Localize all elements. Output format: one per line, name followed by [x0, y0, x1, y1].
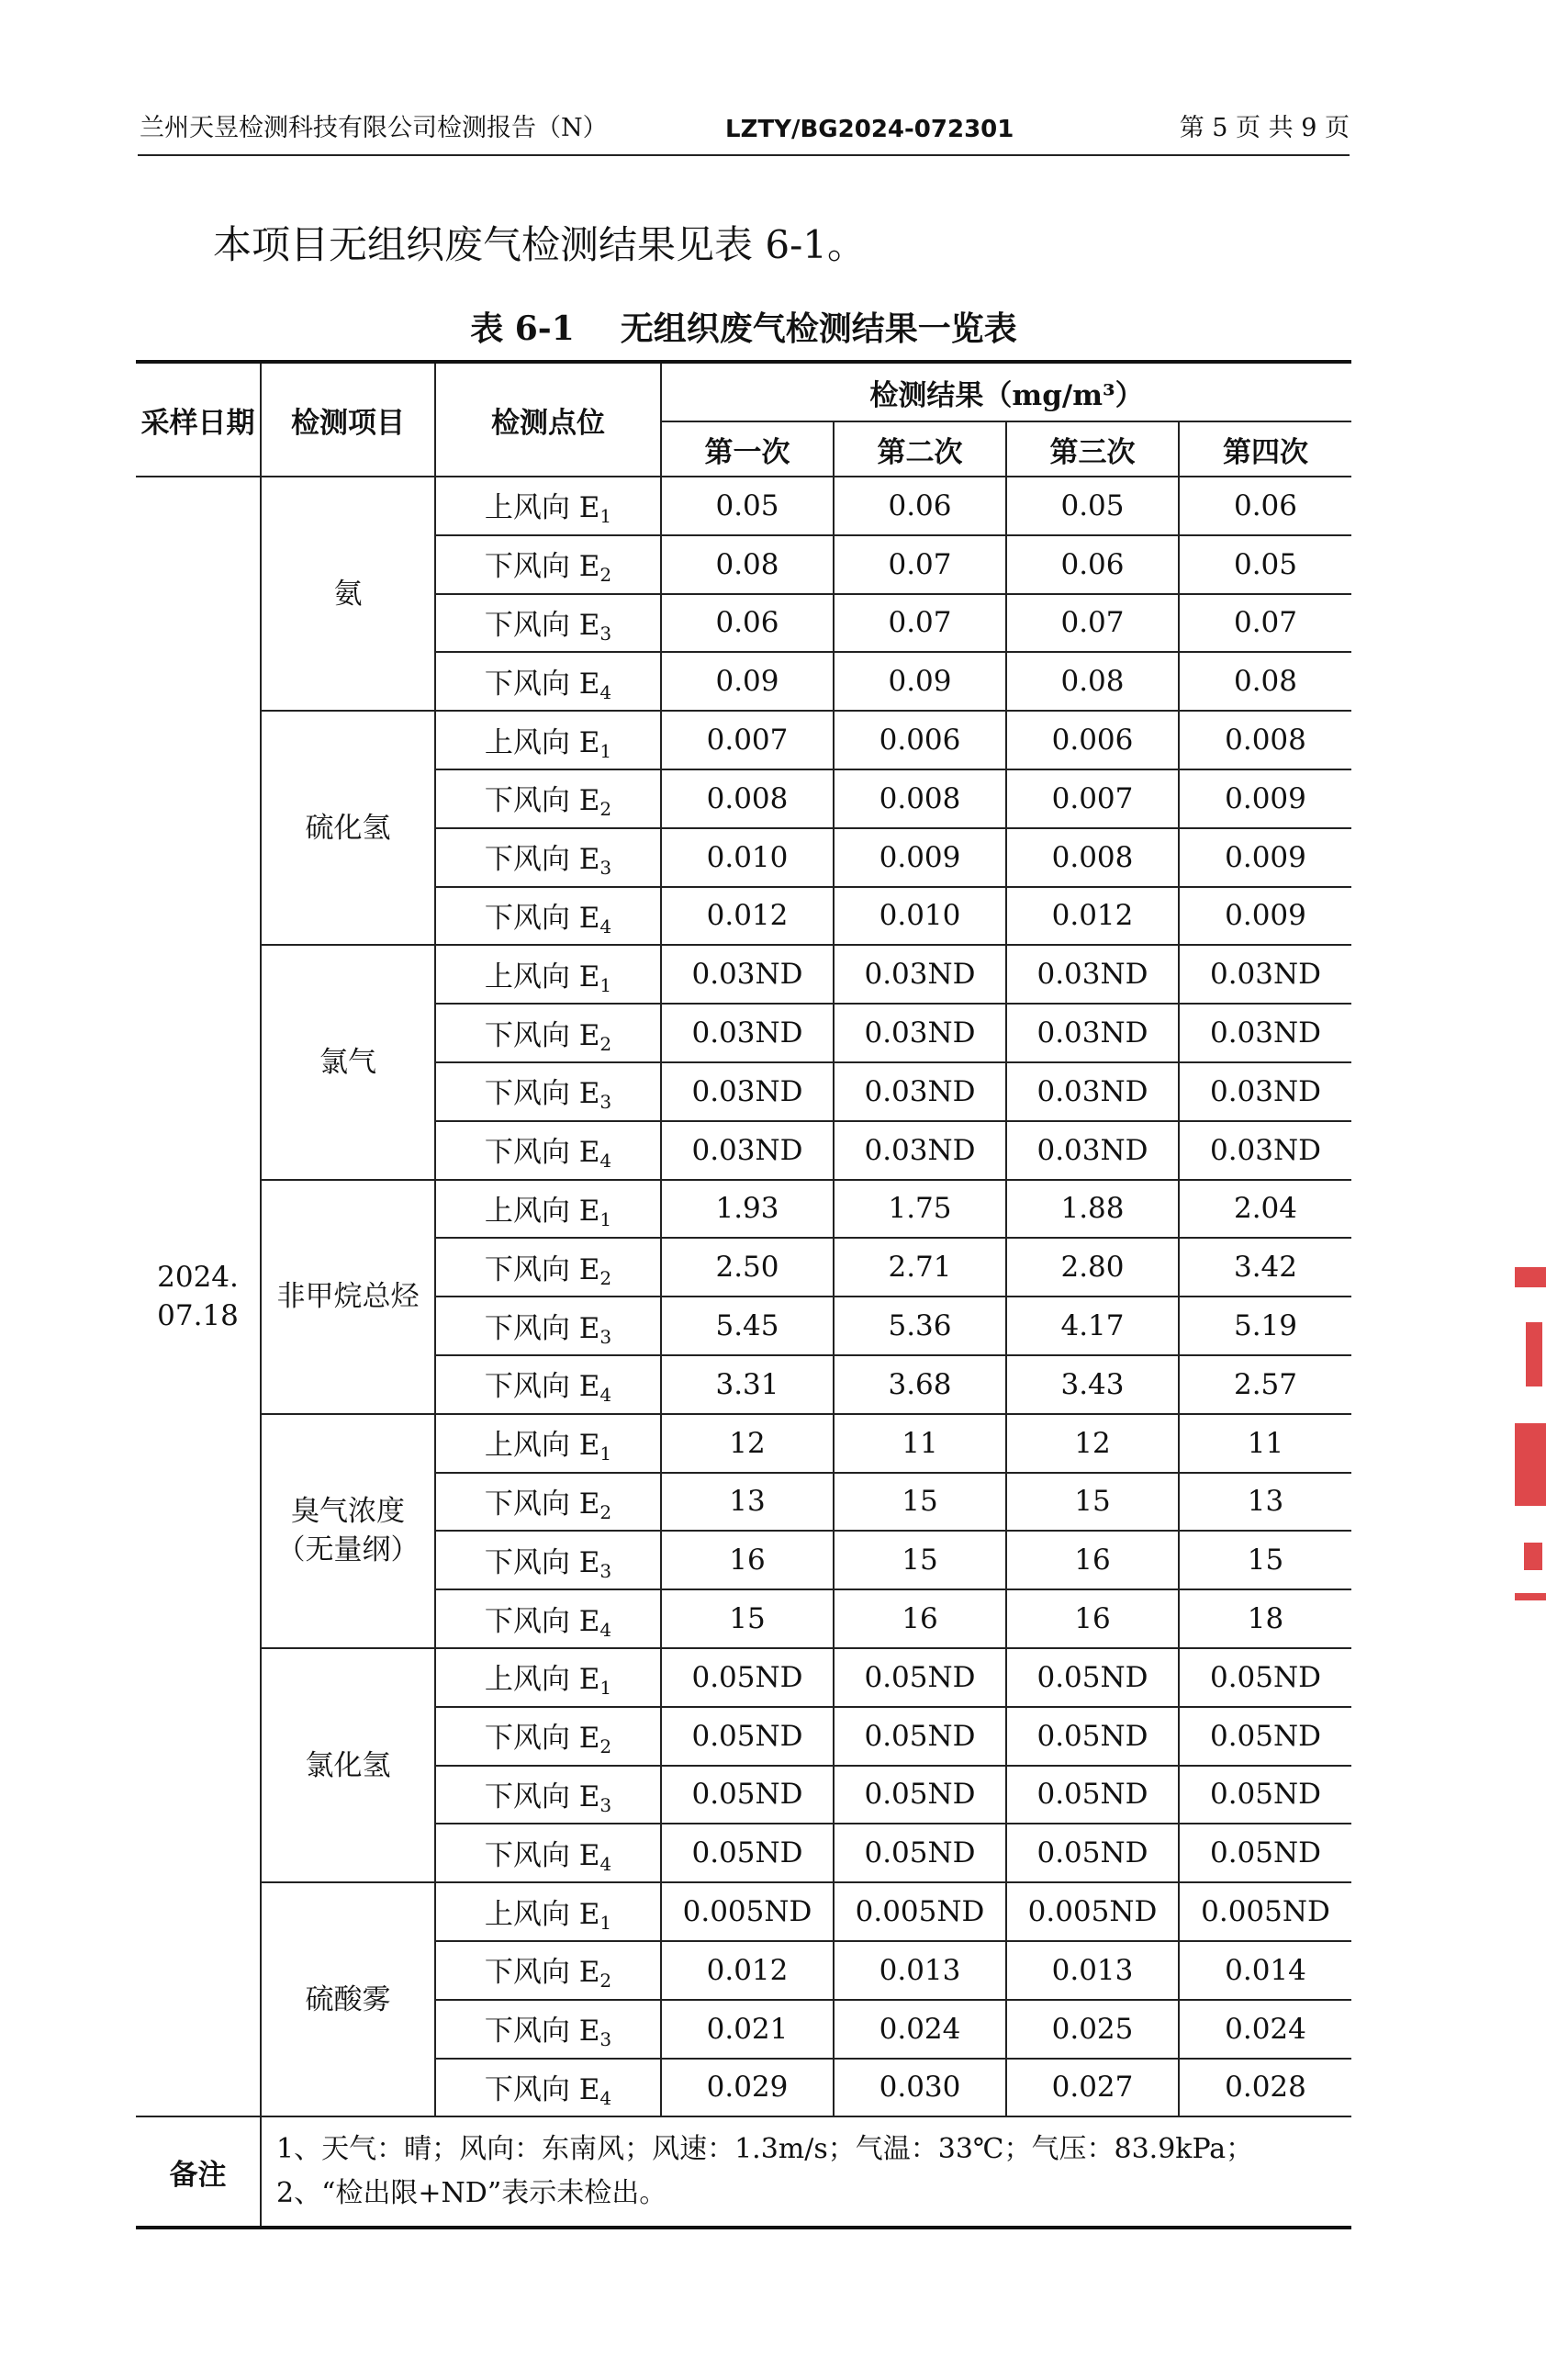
sampling-point-cell: 下风向 $E_2$: [435, 1004, 661, 1062]
result-value-cell: 16: [1006, 1531, 1179, 1589]
test-item-cell: 氨: [261, 477, 435, 711]
result-value-cell: 0.005ND: [1179, 1882, 1351, 1941]
result-value-cell: 0.03ND: [1006, 1062, 1179, 1121]
sampling-point-cell: 下风向 $E_4$: [435, 1589, 661, 1648]
result-value-cell: 2.04: [1179, 1180, 1351, 1239]
sampling-point-cell: 上风向 $E_1$: [435, 1882, 661, 1941]
result-value-cell: 0.05: [1179, 535, 1351, 594]
test-item-cell: 非甲烷总烃: [261, 1180, 435, 1414]
result-value-cell: 15: [1179, 1531, 1351, 1589]
remarks-text: [261, 2116, 1351, 2228]
result-value-cell: 0.03ND: [661, 1062, 834, 1121]
remarks-label: 备注: [136, 2116, 261, 2228]
table-caption: [138, 303, 1350, 350]
result-value-cell: 12: [661, 1414, 834, 1473]
result-value-cell: 0.012: [661, 1941, 834, 2000]
result-value-cell: 0.05ND: [1006, 1648, 1179, 1707]
result-value-cell: 0.08: [661, 535, 834, 594]
result-value-cell: 0.09: [834, 652, 1006, 711]
result-value-cell: 0.010: [661, 828, 834, 887]
result-value-cell: 0.03ND: [1006, 1121, 1179, 1180]
test-item-cell: 臭气浓度（无量纲）: [261, 1414, 435, 1648]
remark-line: 1、天气：晴；风向：东南风；风速：1.3m/s；气温：33℃；气压：83.9kPa；: [276, 2133, 1254, 2166]
result-value-cell: 0.03ND: [661, 1121, 834, 1180]
result-value-cell: 0.007: [661, 711, 834, 769]
result-value-cell: 0.05ND: [1006, 1766, 1179, 1824]
red-seal-stamp: [1506, 1267, 1546, 1616]
sampling-point-cell: 下风向 $E_3$: [435, 1531, 661, 1589]
table-row: [136, 1180, 1351, 1239]
result-header: 检测结果（mg/m³）: [661, 362, 1351, 421]
test-item-cell: 氯化氢: [261, 1648, 435, 1882]
result-value-cell: 15: [834, 1473, 1006, 1532]
result-value-cell: 0.009: [1179, 828, 1351, 887]
sampling-point-cell: 下风向 $E_3$: [435, 1297, 661, 1355]
result-value-cell: 5.19: [1179, 1297, 1351, 1355]
test-item-cell: 氯气: [261, 945, 435, 1179]
result-value-cell: 0.014: [1179, 1941, 1351, 2000]
result-value-cell: 1.75: [834, 1180, 1006, 1239]
result-value-cell: 5.45: [661, 1297, 834, 1355]
result-value-cell: 0.009: [834, 828, 1006, 887]
sampling-point-cell: 下风向 $E_4$: [435, 652, 661, 711]
result-value-cell: 0.05ND: [1006, 1824, 1179, 1882]
result-value-cell: 3.43: [1006, 1355, 1179, 1414]
result-value-cell: 16: [661, 1531, 834, 1589]
result-value-cell: 0.05ND: [1179, 1707, 1351, 1766]
result-value-cell: 0.010: [834, 887, 1006, 946]
point-header: 检测点位: [435, 362, 661, 477]
result-value-cell: 0.05ND: [834, 1766, 1006, 1824]
result-value-cell: 0.03ND: [1179, 1121, 1351, 1180]
sampling-point-cell: 上风向 $E_1$: [435, 945, 661, 1004]
result-value-cell: 0.007: [1006, 769, 1179, 828]
result-value-cell: 0.005ND: [661, 1882, 834, 1941]
result-value-cell: 0.013: [1006, 1941, 1179, 2000]
result-value-cell: 13: [1179, 1473, 1351, 1532]
run-header: 第四次: [1179, 421, 1351, 477]
result-value-cell: 0.03ND: [661, 1004, 834, 1062]
remarks-row: [136, 2116, 1351, 2228]
result-value-cell: 0.03ND: [1179, 1004, 1351, 1062]
page-header: [138, 108, 1350, 156]
result-value-cell: 1.88: [1006, 1180, 1179, 1239]
result-value-cell: 0.06: [1006, 535, 1179, 594]
sampling-point-cell: 下风向 $E_4$: [435, 1121, 661, 1180]
result-value-cell: 0.05ND: [661, 1707, 834, 1766]
table-row: [136, 711, 1351, 769]
result-value-cell: 0.03ND: [1006, 1004, 1179, 1062]
result-value-cell: 0.05ND: [661, 1766, 834, 1824]
sampling-point-cell: 下风向 $E_3$: [435, 1766, 661, 1824]
sampling-point-cell: 下风向 $E_3$: [435, 828, 661, 887]
item-header: 检测项目: [261, 362, 435, 477]
sampling-point-cell: 下风向 $E_2$: [435, 1941, 661, 2000]
sampling-point-cell: 上风向 $E_1$: [435, 711, 661, 769]
result-value-cell: 0.025: [1006, 2000, 1179, 2059]
sampling-point-cell: 下风向 $E_3$: [435, 2000, 661, 2059]
result-value-cell: 0.008: [834, 769, 1006, 828]
sampling-point-cell: 下风向 $E_4$: [435, 2059, 661, 2117]
result-value-cell: 0.05ND: [1179, 1648, 1351, 1707]
result-value-cell: 0.07: [1179, 594, 1351, 653]
table-row: [136, 1648, 1351, 1707]
report-number: LZTY/BG2024-072301: [725, 116, 1014, 143]
result-value-cell: 0.07: [1006, 594, 1179, 653]
run-header: 第二次: [834, 421, 1006, 477]
result-value-cell: 0.013: [834, 1941, 1006, 2000]
result-value-cell: 0.005ND: [1006, 1882, 1179, 1941]
result-value-cell: 16: [834, 1589, 1006, 1648]
result-value-cell: 16: [1006, 1589, 1179, 1648]
result-value-cell: 0.05ND: [834, 1824, 1006, 1882]
result-value-cell: 0.021: [661, 2000, 834, 2059]
run-header: 第一次: [661, 421, 834, 477]
result-value-cell: 15: [834, 1531, 1006, 1589]
result-value-cell: 0.05ND: [1006, 1707, 1179, 1766]
page-indicator: 第 5 页 共 9 页: [1179, 114, 1350, 142]
result-value-cell: 0.03ND: [834, 1004, 1006, 1062]
date-header: 采样日期: [136, 362, 261, 477]
sampling-point-cell: 下风向 $E_4$: [435, 1824, 661, 1882]
result-value-cell: 0.05: [1006, 477, 1179, 535]
result-value-cell: 2.57: [1179, 1355, 1351, 1414]
sampling-point-cell: 上风向 $E_1$: [435, 1414, 661, 1473]
results-table: [136, 360, 1351, 2229]
result-value-cell: 0.05: [661, 477, 834, 535]
result-value-cell: 0.009: [1179, 887, 1351, 946]
result-value-cell: 0.008: [1006, 828, 1179, 887]
result-value-cell: 0.030: [834, 2059, 1006, 2117]
result-value-cell: 11: [1179, 1414, 1351, 1473]
result-value-cell: 0.06: [834, 477, 1006, 535]
sampling-point-cell: 下风向 $E_2$: [435, 769, 661, 828]
result-value-cell: 0.03ND: [834, 945, 1006, 1004]
test-item-cell: 硫化氢: [261, 711, 435, 945]
table-caption-number: 表 6-1: [470, 309, 575, 348]
result-value-cell: 0.05ND: [1179, 1824, 1351, 1882]
result-value-cell: 2.50: [661, 1238, 834, 1297]
result-value-cell: 1.93: [661, 1180, 834, 1239]
result-value-cell: 0.008: [661, 769, 834, 828]
result-value-cell: 3.31: [661, 1355, 834, 1414]
test-item-cell: 硫酸雾: [261, 1882, 435, 2116]
result-value-cell: 0.05ND: [1179, 1766, 1351, 1824]
table-row: [136, 945, 1351, 1004]
sampling-point-cell: 上风向 $E_1$: [435, 1648, 661, 1707]
company-report-title: 兰州天昱检测科技有限公司检测报告（N）: [140, 114, 608, 142]
result-value-cell: 0.012: [1006, 887, 1179, 946]
result-value-cell: 0.08: [1006, 652, 1179, 711]
sampling-point-cell: 下风向 $E_3$: [435, 594, 661, 653]
intro-sentence: 本项目无组织废气检测结果见表 6-1。: [213, 222, 866, 267]
sampling-point-cell: 下风向 $E_4$: [435, 1355, 661, 1414]
result-value-cell: 2.71: [834, 1238, 1006, 1297]
result-value-cell: 0.005ND: [834, 1882, 1006, 1941]
result-value-cell: 15: [1006, 1473, 1179, 1532]
result-value-cell: 3.42: [1179, 1238, 1351, 1297]
result-value-cell: 0.07: [834, 535, 1006, 594]
run-header: 第三次: [1006, 421, 1179, 477]
result-value-cell: 0.029: [661, 2059, 834, 2117]
result-value-cell: 0.009: [1179, 769, 1351, 828]
result-value-cell: 15: [661, 1589, 834, 1648]
result-value-cell: 0.024: [834, 2000, 1006, 2059]
result-value-cell: 0.03ND: [1006, 945, 1179, 1004]
sampling-point-cell: 下风向 $E_2$: [435, 535, 661, 594]
sampling-date-cell: 2024.07.18: [136, 477, 261, 2116]
sampling-point-cell: 下风向 $E_2$: [435, 1707, 661, 1766]
result-value-cell: 0.09: [661, 652, 834, 711]
table-caption-title: 无组织废气检测结果一览表: [620, 309, 1017, 348]
table-row: [136, 477, 1351, 535]
sampling-point-cell: 上风向 $E_1$: [435, 477, 661, 535]
result-value-cell: 0.06: [661, 594, 834, 653]
result-value-cell: 11: [834, 1414, 1006, 1473]
result-value-cell: 0.08: [1179, 652, 1351, 711]
result-value-cell: 0.05ND: [661, 1648, 834, 1707]
result-value-cell: 13: [661, 1473, 834, 1532]
sampling-point-cell: 下风向 $E_2$: [435, 1473, 661, 1532]
result-value-cell: 0.03ND: [834, 1121, 1006, 1180]
result-value-cell: 0.024: [1179, 2000, 1351, 2059]
result-value-cell: 0.03ND: [834, 1062, 1006, 1121]
result-value-cell: 4.17: [1006, 1297, 1179, 1355]
result-value-cell: 0.05ND: [661, 1824, 834, 1882]
result-value-cell: 0.008: [1179, 711, 1351, 769]
result-value-cell: 18: [1179, 1589, 1351, 1648]
table-row: [136, 1414, 1351, 1473]
result-value-cell: 0.05ND: [834, 1648, 1006, 1707]
result-value-cell: 0.07: [834, 594, 1006, 653]
remark-line: 2、“检出限+ND”表示未检出。: [276, 2177, 667, 2210]
result-value-cell: 12: [1006, 1414, 1179, 1473]
result-value-cell: 0.06: [1179, 477, 1351, 535]
result-value-cell: 5.36: [834, 1297, 1006, 1355]
sampling-point-cell: 下风向 $E_2$: [435, 1238, 661, 1297]
result-value-cell: 0.03ND: [1179, 1062, 1351, 1121]
result-value-cell: 3.68: [834, 1355, 1006, 1414]
result-value-cell: 0.012: [661, 887, 834, 946]
sampling-point-cell: 下风向 $E_3$: [435, 1062, 661, 1121]
table-row: [136, 1882, 1351, 1941]
result-value-cell: 0.027: [1006, 2059, 1179, 2117]
result-value-cell: 0.05ND: [834, 1707, 1006, 1766]
result-value-cell: 0.006: [1006, 711, 1179, 769]
result-value-cell: 0.006: [834, 711, 1006, 769]
result-value-cell: 0.028: [1179, 2059, 1351, 2117]
result-value-cell: 0.03ND: [1179, 945, 1351, 1004]
result-value-cell: 0.03ND: [661, 945, 834, 1004]
sampling-point-cell: 上风向 $E_1$: [435, 1180, 661, 1239]
sampling-point-cell: 下风向 $E_4$: [435, 887, 661, 946]
result-value-cell: 2.80: [1006, 1238, 1179, 1297]
